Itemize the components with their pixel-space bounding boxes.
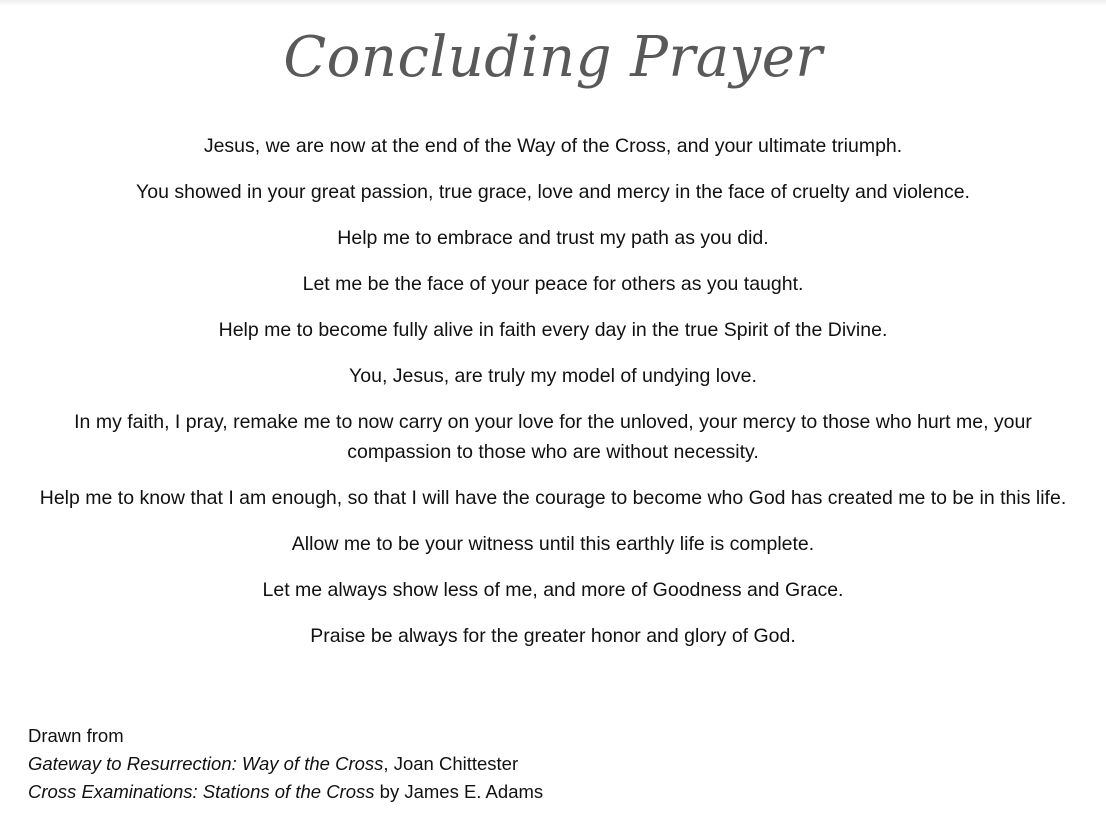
- prayer-line: Allow me to be your witness until this earthly life is complete.: [291, 533, 815, 555]
- prayer-line: Let me be the face of your peace for others as you taught.: [302, 273, 804, 295]
- source-reference-2-author: by James E. Adams: [374, 781, 544, 802]
- prayer-line: Help me to know that I am enough, so that I will have the courage to become who God has created me to be in this life.: [39, 487, 1067, 509]
- source-attribution: [28, 722, 828, 806]
- prayer-line: In my faith, I pray, remake me to now carry on your love for the unloved, your mercy to those who hurt me, your compassion to those who are without necessity.: [74, 411, 1032, 463]
- source-intro: Drawn from: [28, 725, 124, 746]
- source-reference-1: [28, 750, 828, 778]
- prayer-body: [20, 131, 1086, 667]
- source-reference-1-title: Gateway to Resurrection: Way of the Cross: [28, 753, 384, 774]
- prayer-line: Help me to become fully alive in faith every day in the true Spirit of the Divine.: [218, 319, 888, 341]
- prayer-line: Let me always show less of me, and more of Goodness and Grace.: [262, 579, 844, 601]
- prayer-line: You, Jesus, are truly my model of undying love.: [349, 365, 757, 387]
- prayer-line: Jesus, we are now at the end of the Way of the Cross, and your ultimate triumph.: [203, 135, 903, 157]
- source-reference-1-author: , Joan Chittester: [383, 753, 519, 774]
- page-top-shadow: [0, 0, 1106, 6]
- source-reference-2: [28, 778, 828, 806]
- prayer-line: You showed in your great passion, true grace, love and mercy in the face of cruelty and violence.: [136, 181, 970, 203]
- page-title: Concluding Prayer: [283, 25, 823, 90]
- prayer-line: Praise be always for the greater honor and glory of God.: [310, 625, 796, 647]
- prayer-line: Help me to embrace and trust my path as you did.: [337, 227, 769, 249]
- source-reference-2-title: Cross Examinations: Stations of the Cross: [28, 781, 375, 802]
